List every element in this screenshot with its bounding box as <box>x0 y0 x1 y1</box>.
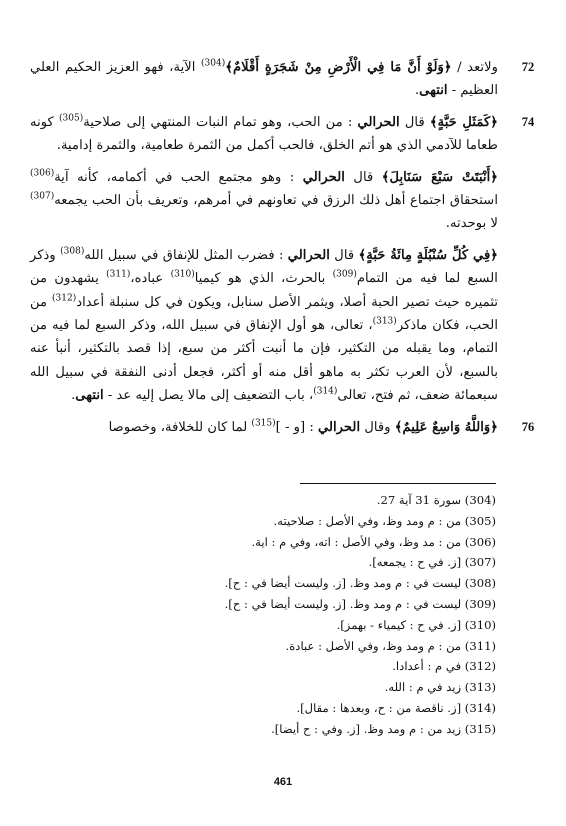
footnote-ref: (314) <box>313 386 338 397</box>
body-text: : من الحب، وهو تمام النبات المنتهي إلى صلاحية <box>83 114 358 130</box>
footnote-ref: (310) <box>170 269 195 280</box>
emphasis-text: الحرالي <box>317 419 361 435</box>
footnote-ref: (309) <box>332 269 357 280</box>
verse-number: 76 <box>521 419 535 434</box>
body-text: . <box>71 388 76 404</box>
emphasis-text: ﴿كَمَثَلِ حَبَّةٍ﴾ <box>429 114 498 130</box>
main-text <box>30 56 535 447</box>
body-text: بالحرث، الذي هو كيميا <box>194 271 333 287</box>
paragraph <box>30 166 498 236</box>
body-text: لما كان للخلافة، وخصوصا <box>108 419 252 435</box>
body-text: قال <box>344 169 382 185</box>
footnote: (306) من : مد وظ، وفي الأصل : اته، وفي م : اية. <box>251 534 496 549</box>
body-text: استحقاق اجتماع أهل ذلك الرزق في تعاونهم في أمرهم، وتعريف بأن الحب يجمعه <box>54 193 498 209</box>
footnotes <box>30 490 496 740</box>
footnote: (314) [ز. ناقصة من : ح، وبعدها : مقال]. <box>296 700 496 715</box>
body-text: وقال <box>360 419 395 435</box>
footnote-ref: (313) <box>372 316 397 327</box>
body-text: ، تعالى، هو أول الإنفاق في سبيل الله، وذكر السبع لما فيه من التمام، وما يقبله من التكثير، فإن ما أنبت أكثر من سبع، إذا قصد بالتكثير، أنبأ عنه بالسبع، لأن العرب تكثر به ماهو أقل منه أو أكثر، فجعل أدنى النفقة في سبيل الله سبعمائة ضعف، ثم فتح، تعالى <box>30 318 498 404</box>
footnote-ref: (311) <box>106 269 131 280</box>
body-text: : وهو مجتمع الحب في أكمامه، كأنه آية <box>54 169 303 185</box>
footnote-ref: (308) <box>60 246 85 257</box>
paragraph <box>30 416 535 439</box>
footnote: (312) في م : أعدادا. <box>392 659 496 674</box>
emphasis-text: الحرالي <box>302 169 345 185</box>
emphasis-text: ﴿أَنْبَتَتْ سَبْعَ سَنَابِلَ﴾ <box>381 169 498 185</box>
paragraph <box>30 111 535 158</box>
footnote-ref: (312) <box>52 293 77 304</box>
verse-number: 74 <box>521 114 535 129</box>
footnote: (310) [ز. في ح : كيمياء - بهمز]. <box>336 617 496 632</box>
footnote: (313) زيد في م : الله. <box>384 680 496 695</box>
body-text: : فضرب المثل للإنفاق في سبيل الله <box>84 247 288 263</box>
footnote: (307) [ز. في ح : يجمعه]. <box>368 555 496 570</box>
footnote: (311) من : م ومد وظ، وفي الأصل : عبادة. <box>285 638 496 653</box>
emphasis-text: انتهى <box>419 83 448 99</box>
body-text: وذكر السبع لما فيه من التمام <box>30 247 498 287</box>
emphasis-text: ﴿وَاللَّهُ وَاسِعٌ عَلِيمٌ﴾ <box>394 419 498 435</box>
footnote-separator <box>300 483 496 484</box>
body-text: كونه طعاما للآدمي الذي هو أتم الخلق، فالحب أكمل من الثمرة طعامية، والثمرة إدامية. <box>30 114 498 154</box>
emphasis-text: الحرالي <box>357 114 400 130</box>
footnote-ref: (305) <box>59 113 84 124</box>
footnote: (305) من : م ومد وظ، وفي الأصل : صلاحيته. <box>273 513 496 528</box>
emphasis-text: ﴿فِي كُلِّ سُنْبُلَةٍ مِائَةُ حَبَّةٍ﴾ <box>358 247 498 263</box>
paragraph <box>30 56 535 103</box>
body-text: عباده، <box>130 271 171 287</box>
body-text: الآية، فهو العزيز الحكيم العلي العظيم - <box>30 60 498 99</box>
paragraph <box>30 244 498 408</box>
page-number: 461 <box>273 776 293 788</box>
body-text: : [و - ] <box>275 419 318 435</box>
footnote: (304) سورة 31 آية 27. <box>376 493 496 507</box>
footnote-ref: (306) <box>30 168 55 179</box>
footnote: (308) ليست في : م ومد وظ. [ز. وليست أيضا في : ح]. <box>224 576 496 591</box>
footnote-ref: (304) <box>201 58 226 69</box>
footnote-ref: (315) <box>251 418 276 429</box>
body-text: من الحب، فكان ماذكر <box>30 294 498 334</box>
body-text: قال <box>329 247 359 263</box>
emphasis-text: انتهى <box>75 388 104 404</box>
body-text: يشهدون من تثميره حيث تصير الحبة أصلا، ويثمر الأصل سنابل، ويكون في كل سنبلة أعداد <box>30 271 499 310</box>
body-text: ، باب التضعيف إلى مالا يصل إليه عد - <box>103 388 314 404</box>
footnote: (315) زيد من : م ومد وظ. [ز. وفي : ح أيضا]. <box>271 721 496 736</box>
emphasis-text: الحرالي <box>287 247 330 263</box>
body-text: ولاتعد / <box>451 60 498 75</box>
footnote-ref: (307) <box>30 191 55 202</box>
verse-number: 72 <box>521 60 535 74</box>
body-text: قال <box>399 114 430 130</box>
footnote: (309) ليست في : م ومد وظ. [ز. وليست أيضا في : ح]. <box>224 596 496 611</box>
emphasis-text: ﴿وَلَوْ أَنَّ مَا فِي الْأَرْضِ مِنْ شَجَرَةٍ أَقْلَامٌ﴾ <box>225 60 452 75</box>
body-text: لا بوحدته. <box>445 216 498 232</box>
body-text: . <box>414 83 420 99</box>
